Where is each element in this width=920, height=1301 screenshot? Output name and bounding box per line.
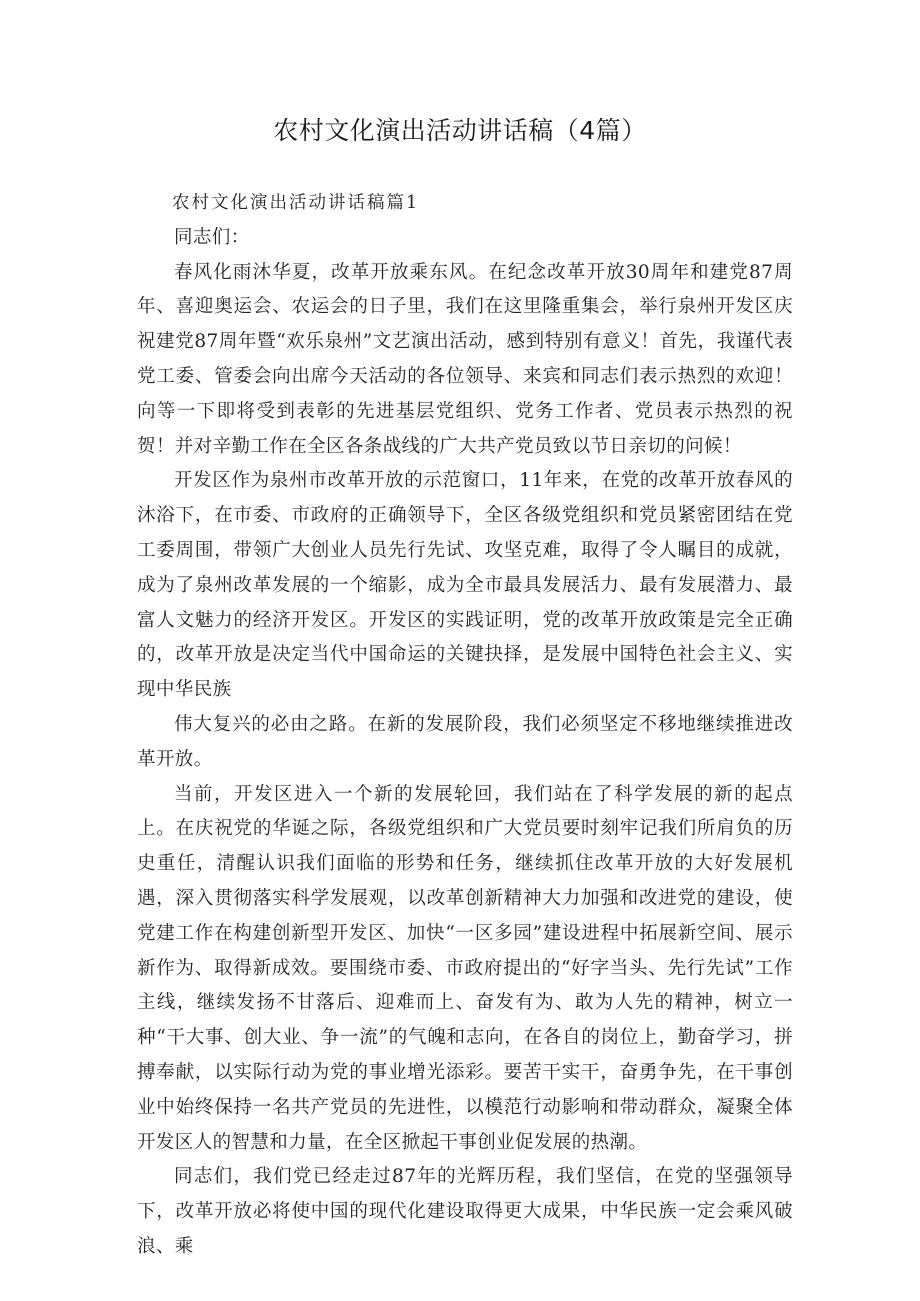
section-heading: 农村文化演出活动讲话稿篇1 xyxy=(172,193,420,213)
paragraph-1: 春风化雨沐华夏，改革开放乘东风。在纪念改革开放30周年和建党87周年、喜迎奥运会、农运会的日子里，我们在这里隆重集会，举行泉州开发区庆祝建党87周年暨“欢乐泉州”文艺演出活动，感到特别有意义！首先，我谨代表党工委、管委会向出席今天活动的各位领导、来宾和同志们表示热烈的欢迎！向等一下即将受到表彰的先进基层党组织、党务工作者、党员表示热烈的祝贺！并对辛勤工作在全区各条战线的广大共产党员致以节日亲切的问候！ xyxy=(137,261,793,457)
paragraph-5: 同志们，我们党已经走过87年的光辉历程，我们坚信，在党的坚强领导下，改革开放必将使中国的现代化建设取得更大成果，中华民族一定会乘风破浪、乘 xyxy=(137,1166,793,1257)
document-body xyxy=(137,186,793,1265)
document-title: 农村文化演出活动讲话稿（4篇） xyxy=(273,116,647,145)
paragraph-4: 当前，开发区进入一个新的发展轮回，我们站在了科学发展的新的起点上。在庆祝党的华诞之际，各级党组织和广大党员要时刻牢记我们所肩负的历史重任，清醒认识我们面临的形势和任务，继续抓住改革开放的大好发展机遇，深入贯彻落实科学发展观，以改革创新精神大力加强和改进党的建设，使党建工作在构建创新型开发区、加快“一区多园”建设进程中拓展新空间、展示新作为、取得新成效。要围绕市委、市政府提出的“好字当头、先行先试”工作主线，继续发扬不甘落后、迎难而上、奋发有为、敢为人先的精神，树立一种“干大事、创大业、争一流”的气魄和志向，在各自的岗位上，勤奋学习，拼搏奉献，以实际行动为党的事业增光添彩。要苦干实干，奋勇争先，在干事创业中始终保持一名共产党员的先进性，以模范行动影响和带动群众，凝聚全体开发区人的智慧和力量，在全区掀起干事创业促发展的热潮。 xyxy=(137,783,793,1153)
paragraph-2: 开发区作为泉州市改革开放的示范窗口，11年来，在党的改革开放春风的沐浴下，在市委、市政府的正确领导下，全区各级党组织和党员紧密团结在党工委周围，带领广大创业人员先行先试、攻坚克难，取得了令人瞩目的成就，成为了泉州改革发展的一个缩影，成为全市最具发展活力、最有发展潜力、最富人文魅力的经济开发区。开发区的实践证明，党的改革开放政策是完全正确的，改革开放是决定当代中国命运的关键抉择，是发展中国特色社会主义、实现中华民族 xyxy=(137,470,793,701)
salutation: 同志们： xyxy=(174,226,250,248)
paragraph-3: 伟大复兴的必由之路。在新的发展阶段，我们必须坚定不移地继续推进改革开放。 xyxy=(137,713,793,770)
